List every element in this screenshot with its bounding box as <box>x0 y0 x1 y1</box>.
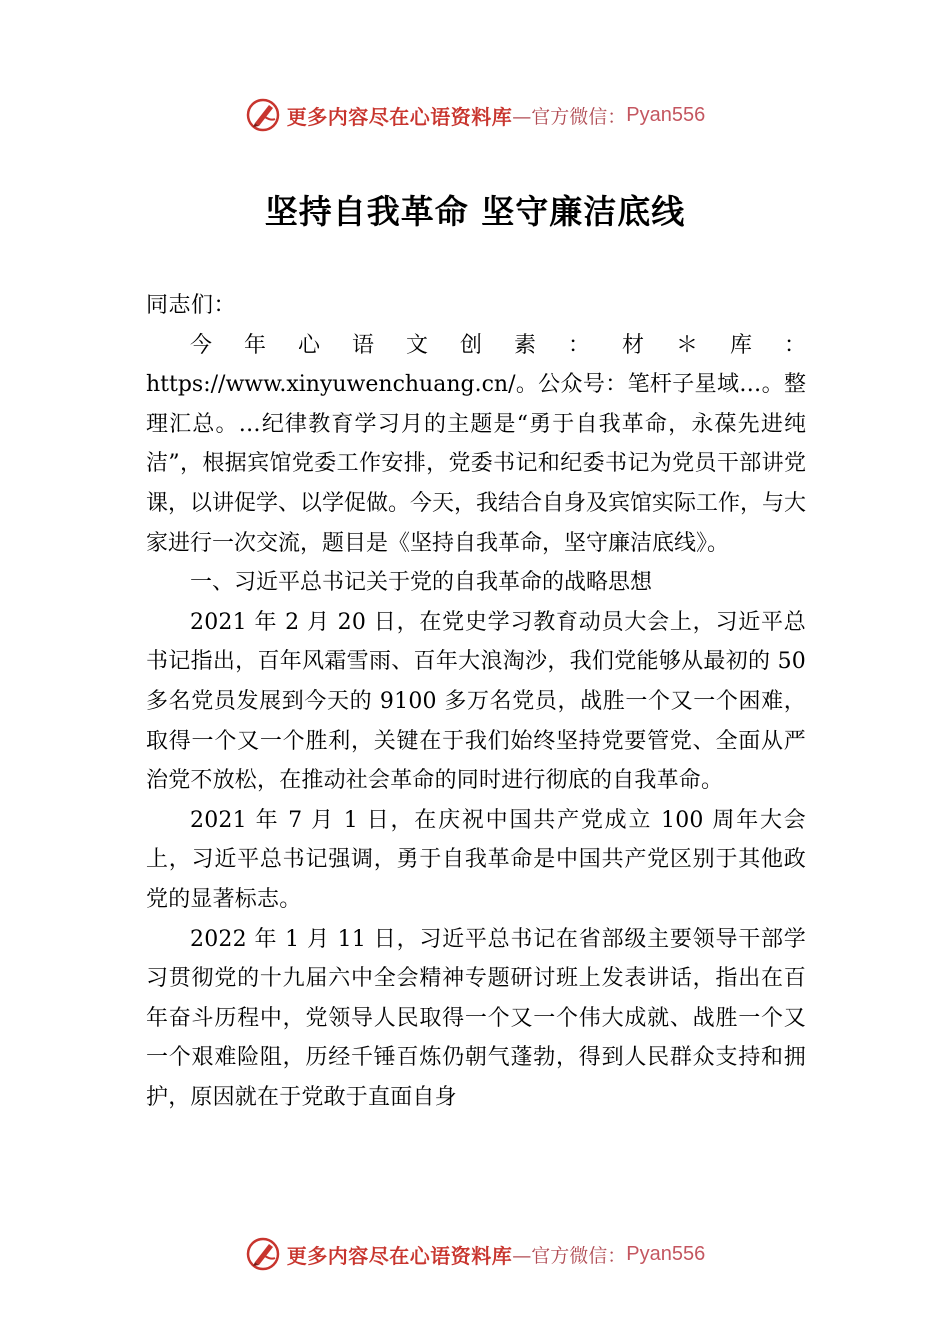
footer-banner <box>0 1234 950 1274</box>
paragraph: 2021 年 2 月 20 日，在党史学习教育动员大会上，习近平总书记指出，百年风霜雪雨、百年大浪淘沙，我们党能够从最初的 50 多名党员发展到今天的 9100 多万名党员，战胜一个又一个困难，取得一个又一个胜利，关键在于我们始终坚持党要管党、全面从严治党不放松，在推动社会革命的同时进行彻底的自我革命。 <box>146 609 806 794</box>
banner-main-text: 更多内容尽在心语资料库 <box>286 104 513 129</box>
paragraph: 2021 年 7 月 1 日，在庆祝中国共产党成立 100 周年大会上，习近平总书记强调，勇于自我革命是中国共产党区别于其他政党的显著标志。 <box>146 807 806 912</box>
banner-sub-text: —官方微信： <box>512 1244 627 1267</box>
section-heading: 一、习近平总书记关于党的自我革命的战略思想 <box>190 570 653 596</box>
pen-logo-icon <box>245 1236 281 1272</box>
header-banner <box>0 95 950 135</box>
pen-logo-icon <box>245 97 281 133</box>
banner-sub-text: —官方微信： <box>512 105 627 128</box>
salutation: 同志们： <box>146 293 237 318</box>
banner-wechat-id: Pyan556 <box>626 1242 706 1265</box>
paragraph: 2022 年 1 月 11 日，习近平总书记在省部级主要领导干部学习贯彻党的十九届六中全会精神专题研讨班上发表讲话，指出在百年奋斗历程中，党领导人民取得一个又一个伟大成就、战胜一个又一个艰难险阻，历经千锤百炼仍朝气蓬勃，得到人民群众支持和拥护，原因就在于党敢于直面自身 <box>146 926 806 1110</box>
banner-wechat-id: Pyan556 <box>626 103 706 126</box>
document-title: 坚持自我革命 坚守廉洁底线 <box>264 192 686 231</box>
document-body <box>146 286 806 1117</box>
paragraph-intro: 今 年 心 语 文 创 素 ： 材 ＊ 库 ： https://www.xinyuwenchuang.cn/。公众号：笔杆子星域…。整理汇总。…纪律教育学习月的主题是“勇于自我革命，永葆先进纯洁”，根据宾馆党委工作安排，党委书记和纪委书记为党员干部讲党课，以讲促学、以学促做。今天，我结合自身及宾馆实际工作，与大家进行一次交流，题目是《坚持自我革命，坚守廉洁底线》。 <box>146 332 807 556</box>
banner-main-text: 更多内容尽在心语资料库 <box>286 1243 513 1268</box>
